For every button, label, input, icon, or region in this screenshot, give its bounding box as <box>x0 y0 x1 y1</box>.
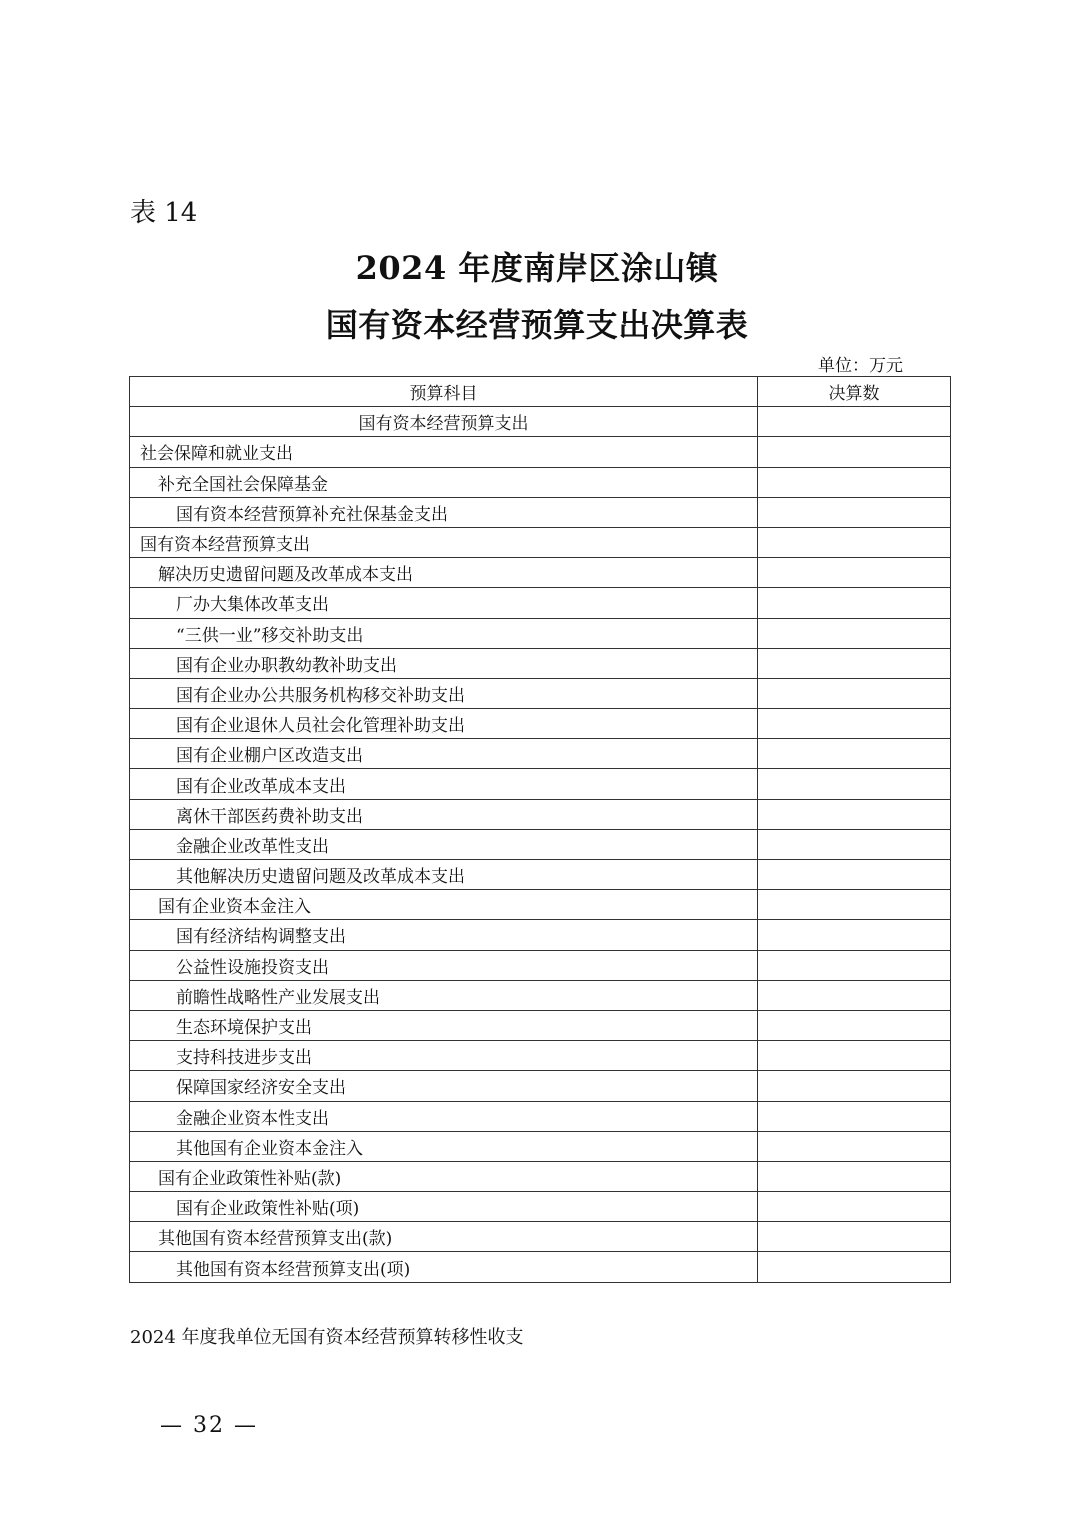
table-row <box>130 829 951 859</box>
row-value <box>758 1071 951 1101</box>
table-row <box>130 799 951 829</box>
row-label: 补充全国社会保障基金 <box>130 467 758 497</box>
row-label: “三供一业”移交补助支出 <box>130 618 758 648</box>
table-row <box>130 1131 951 1161</box>
row-label: 国有企业政策性补贴(款) <box>130 1161 758 1191</box>
row-value <box>758 950 951 980</box>
unit-label: 单位：万元 <box>818 356 903 376</box>
row-value <box>758 1161 951 1191</box>
row-value <box>758 890 951 920</box>
row-value <box>758 467 951 497</box>
row-value <box>758 739 951 769</box>
row-value <box>758 1252 951 1282</box>
footnote: 2024 年度我单位无国有资本经营预算转移性收支 <box>130 1327 524 1348</box>
row-label: 其他国有资本经营预算支出(款) <box>130 1222 758 1252</box>
row-label: 保障国家经济安全支出 <box>130 1071 758 1101</box>
table-row <box>130 618 951 648</box>
table-row <box>130 920 951 950</box>
table-row <box>130 588 951 618</box>
row-label: 公益性设施投资支出 <box>130 950 758 980</box>
row-value <box>758 1222 951 1252</box>
table-row <box>130 1101 951 1131</box>
row-label: 其他国有资本经营预算支出(项) <box>130 1252 758 1282</box>
table-row <box>130 1010 951 1040</box>
row-label: 前瞻性战略性产业发展支出 <box>130 980 758 1010</box>
table-row <box>130 709 951 739</box>
table-row <box>130 950 951 980</box>
row-value <box>758 527 951 557</box>
table-label: 表 14 <box>130 198 198 228</box>
table-row <box>130 1161 951 1191</box>
row-value <box>758 709 951 739</box>
table-row <box>130 678 951 708</box>
table-row <box>130 1041 951 1071</box>
table-row <box>130 407 951 437</box>
row-label: 国有企业政策性补贴(项) <box>130 1192 758 1222</box>
row-value <box>758 860 951 890</box>
row-label: 国有企业改革成本支出 <box>130 769 758 799</box>
row-value <box>758 648 951 678</box>
row-value <box>758 829 951 859</box>
row-label: 国有经济结构调整支出 <box>130 920 758 950</box>
table-row <box>130 648 951 678</box>
table-row <box>130 1192 951 1222</box>
row-label: 国有企业办公共服务机构移交补助支出 <box>130 678 758 708</box>
table-row <box>130 890 951 920</box>
budget-expenditure-table <box>129 376 951 1283</box>
row-label: 国有企业退休人员社会化管理补助支出 <box>130 709 758 739</box>
row-label: 离休干部医药费补助支出 <box>130 799 758 829</box>
table-row <box>130 769 951 799</box>
row-value <box>758 407 951 437</box>
row-value <box>758 1192 951 1222</box>
row-value <box>758 678 951 708</box>
row-label: 其他国有企业资本金注入 <box>130 1131 758 1161</box>
table-row <box>130 739 951 769</box>
row-label: 支持科技进步支出 <box>130 1041 758 1071</box>
table-row <box>130 527 951 557</box>
row-label: 解决历史遗留问题及改革成本支出 <box>130 558 758 588</box>
table-row <box>130 860 951 890</box>
row-value <box>758 799 951 829</box>
row-label: 社会保障和就业支出 <box>130 437 758 467</box>
row-value <box>758 558 951 588</box>
table-row <box>130 1252 951 1282</box>
row-value <box>758 1010 951 1040</box>
row-label: 国有企业办职教幼教补助支出 <box>130 648 758 678</box>
table-row <box>130 1222 951 1252</box>
table-row <box>130 1071 951 1101</box>
page-title-line2: 国有资本经营预算支出决算表 <box>325 306 749 344</box>
row-label: 国有资本经营预算支出 <box>130 527 758 557</box>
row-value <box>758 980 951 1010</box>
page-number: — 32 — <box>160 1413 258 1438</box>
table-row <box>130 980 951 1010</box>
row-label: 国有企业资本金注入 <box>130 890 758 920</box>
page-title-line1: 2024 年度南岸区涂山镇 <box>355 249 719 287</box>
table-row <box>130 467 951 497</box>
row-label: 金融企业改革性支出 <box>130 829 758 859</box>
header-final-amount: 决算数 <box>758 377 951 407</box>
row-value <box>758 769 951 799</box>
row-value <box>758 1131 951 1161</box>
row-value <box>758 920 951 950</box>
row-value <box>758 1101 951 1131</box>
row-label: 国有企业棚户区改造支出 <box>130 739 758 769</box>
row-label: 其他解决历史遗留问题及改革成本支出 <box>130 860 758 890</box>
row-value <box>758 437 951 467</box>
table-header-row <box>130 377 951 407</box>
row-label: 国有资本经营预算补充社保基金支出 <box>130 497 758 527</box>
row-label: 厂办大集体改革支出 <box>130 588 758 618</box>
header-budget-item: 预算科目 <box>130 377 758 407</box>
row-value <box>758 618 951 648</box>
row-label: 国有资本经营预算支出 <box>130 407 758 437</box>
table-row <box>130 558 951 588</box>
row-label: 金融企业资本性支出 <box>130 1101 758 1131</box>
row-label: 生态环境保护支出 <box>130 1010 758 1040</box>
table-row <box>130 497 951 527</box>
table-row <box>130 437 951 467</box>
row-value <box>758 497 951 527</box>
row-value <box>758 588 951 618</box>
row-value <box>758 1041 951 1071</box>
